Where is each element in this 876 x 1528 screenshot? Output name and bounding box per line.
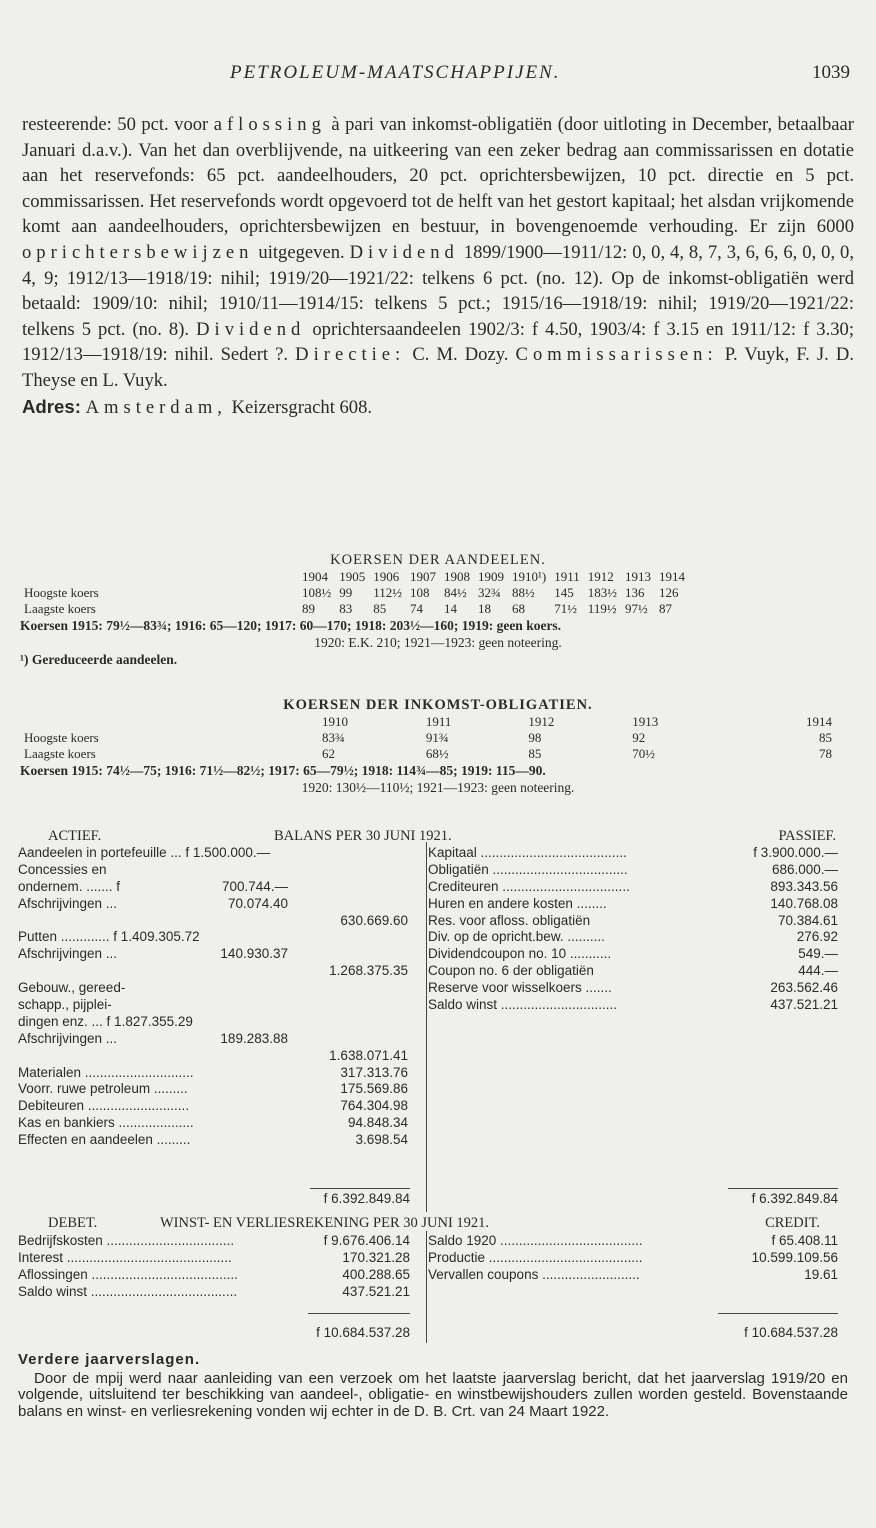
debet-total: f 10.684.537.28 — [316, 1325, 410, 1340]
price-cell: 88½ — [512, 585, 535, 600]
pl-title: WINST- EN VERLIESREKENING PER 30 JUNI 1921. — [160, 1215, 490, 1231]
share-prices-section — [20, 552, 856, 668]
section-title: KOERSEN DER INKOMST-OBLIGATIEN. — [283, 697, 593, 713]
amount: 70.384.61 — [777, 912, 838, 928]
item-label: Saldo 1920 ...................................... — [428, 1233, 643, 1248]
item-label: Afschrijvingen ... — [18, 895, 118, 911]
item-label: Effecten en aandeelen ......... — [18, 1132, 191, 1148]
table-row — [18, 1250, 410, 1267]
directie-label: Directie: — [295, 344, 406, 366]
profit-loss-account — [18, 1215, 858, 1345]
item-label: Materialen ............................. — [18, 1064, 194, 1080]
note-text: Door de mpij werd naar aanleiding van een verzoek om het laatste jaarverslag bericht, dat het jaarverslag 1919/20 en volgende, uitsluitend ter beschikking van aandeel-, obligatie- en winstbewijshouders zullen worden gesteld. Bovenstaande balans en winst- en verliesrekening vonden wij echter in de D. B. Crt. van 24 Maart 1922. — [18, 1369, 848, 1420]
amount: 170.321.28 — [342, 1249, 410, 1265]
price-cell: 87 — [659, 601, 673, 616]
amount: 140.768.08 — [770, 895, 838, 911]
table-row — [428, 929, 838, 946]
table-row — [428, 997, 838, 1014]
item-label: dingen enz. ... f 1.827.355.29 — [18, 1013, 193, 1029]
amount: 19.61 — [804, 1266, 838, 1282]
price-cell: 126 — [659, 585, 679, 600]
table-row — [18, 1031, 408, 1048]
price-cell: 97½ — [625, 601, 648, 616]
total-rule — [308, 1313, 410, 1314]
row-label: Laagste koers — [24, 746, 96, 761]
row-label: Hoogste koers — [24, 585, 99, 600]
row-label: Hoogste koers — [24, 730, 99, 745]
amount: 549.— — [798, 946, 838, 962]
price-cell: 136 — [625, 585, 645, 600]
note-heading: Verdere jaarverslagen. — [18, 1351, 201, 1368]
price-cell: 71½ — [554, 601, 578, 616]
credit-total: f 10.684.537.28 — [744, 1325, 838, 1340]
sub-amount: 140.930.37 — [220, 946, 288, 962]
amount: 400.288.65 — [342, 1266, 410, 1282]
bond-price-table — [20, 714, 836, 762]
table-row — [18, 997, 408, 1014]
amount: 175.569.86 — [340, 1081, 408, 1097]
company-text — [22, 112, 854, 420]
koersen-line: Koersen 1915: 79½—83¾; 1916: 65—120; 1917: 60—170; 1918: 203½—160; 1919: geen koers. — [20, 618, 562, 633]
table-row — [20, 585, 689, 601]
item-label: Debiteuren ........................... — [18, 1098, 190, 1114]
item-label: Bedrijfskosten .................................. — [18, 1233, 235, 1248]
total-rule — [728, 1188, 838, 1189]
year-cell: 1911 — [554, 569, 580, 584]
item-label: Reserve voor wisselkoers ....... — [428, 980, 612, 996]
amount: 1.638.071.41 — [329, 1047, 408, 1063]
item-label: Saldo winst ....................................... — [18, 1283, 238, 1299]
year-cell: 1910¹) — [512, 569, 547, 584]
table-row — [18, 1284, 410, 1301]
amount: 444.— — [798, 963, 838, 979]
amount: 893.343.56 — [770, 878, 838, 894]
item-label: Productie ......................................... — [428, 1249, 643, 1265]
table-row — [428, 1267, 838, 1284]
price-cell: 89 — [302, 601, 315, 616]
total-rule — [310, 1188, 410, 1189]
price-cell: 84½ — [444, 585, 467, 600]
price-cell: 108½ — [302, 585, 332, 600]
table-row — [18, 1014, 408, 1031]
table-row — [428, 1250, 838, 1267]
year-cell: 1914 — [806, 714, 832, 729]
year-cell: 1905 — [339, 569, 366, 584]
item-label: Div. op de opricht.bew. .......... — [428, 929, 605, 945]
passief-label: PASSIEF. — [778, 828, 836, 844]
item-label: ondernem. ....... f — [18, 878, 121, 894]
amount: 263.562.46 — [770, 980, 838, 996]
amount: 276.92 — [796, 929, 838, 945]
price-cell: 85 — [528, 746, 542, 761]
adres-city: Amsterdam, — [85, 396, 227, 418]
item-label: Res. voor afloss. obligatiën — [428, 912, 591, 928]
share-price-table — [20, 569, 689, 617]
spaced-term: oprichtersbewijzen — [22, 241, 254, 263]
balance-sheet — [18, 828, 858, 1208]
sub-amount: 700.744.— — [221, 878, 288, 894]
item-label: Saldo winst ............................... — [428, 997, 618, 1013]
price-cell: 119½ — [587, 601, 617, 616]
year-cell: 1906 — [373, 569, 400, 584]
dividend-text: oprichtersaandeelen 1902/3: f 4.50, 1903/4: f 3.15 en 1911/12: f 3.30; 1912/13—1918/19: nihil. Sedert ?. — [22, 318, 855, 366]
commissarissen-label: Commissarissen: — [515, 344, 718, 366]
table-row — [428, 845, 838, 862]
price-cell: 92 — [632, 730, 646, 745]
table-row — [18, 1132, 408, 1149]
text-run: à pari van inkomst-obligatiën (door uitloting in December, betaalbaar Januari d.a.v.). Van het dan overblijvende, na uitkeering van een zeker bedrag aan commissarissen en dotatie aan het reservefonds: 65 pct. aandeelhouders, 20 pct. oprichtersbewijzen, 10 pct. directie en 5 pct. commissarissen. Het reservefonds wordt opgevoerd tot de helft van het gestort kapitaal; het alsdan vrijkomende komt aan aandeelhouders, oprichtersbewijzen en bestuur, in bovengenoemde verhouding. Er zijn 6000 — [22, 114, 854, 238]
price-cell: 112½ — [373, 585, 403, 600]
text-paragraph — [22, 112, 854, 394]
debet-column — [18, 1233, 410, 1301]
item-label: Coupon no. 6 der obligatiën — [428, 963, 594, 979]
item-label: Putten ............. f 1.409.305.72 — [18, 929, 200, 945]
amount: f 65.408.11 — [771, 1233, 838, 1248]
price-cell: 70½ — [632, 746, 655, 761]
total-rule — [718, 1313, 838, 1314]
balance-title: BALANS PER 30 JUNI 1921. — [274, 828, 452, 844]
commissarissen-value: P. Vuyk, F. J. D. Theyse en L. Vuyk. — [22, 344, 854, 391]
pl-header — [18, 1215, 858, 1232]
year-cell: 1911 — [425, 714, 452, 729]
table-row — [428, 963, 838, 980]
table-row — [18, 845, 408, 862]
address-line — [22, 394, 854, 421]
adres-label: Adres: — [22, 395, 81, 417]
table-row — [18, 1115, 408, 1132]
year-row — [20, 569, 689, 585]
year-cell: 1907 — [410, 569, 437, 584]
column-divider — [426, 1231, 427, 1343]
item-label: Aflossingen ....................................... — [18, 1266, 238, 1282]
row-label: Laagste koers — [24, 601, 96, 616]
koersen-line: Koersen 1915: 74½—75; 1916: 71½—82½; 1917: 65—79½; 1918: 114¾—85; 1919: 115—90. — [20, 763, 546, 778]
table-row — [18, 1098, 408, 1115]
year-cell: 1913 — [625, 569, 652, 584]
noteering-line: 1920: 130½—110½; 1921—1923: geen noteering. — [301, 780, 575, 795]
price-cell: 108 — [410, 585, 430, 600]
year-cell: 1909 — [478, 569, 505, 584]
item-label: Huren en andere kosten ........ — [428, 895, 607, 911]
section-title: KOERSEN DER AANDEELEN. — [330, 552, 546, 568]
credit-column — [428, 1233, 838, 1284]
year-row — [20, 714, 836, 730]
amount: 630.669.60 — [340, 912, 408, 928]
price-cell: 68 — [512, 601, 526, 616]
table-row — [20, 730, 836, 746]
text-run: uitgegeven. — [258, 241, 345, 263]
item-label: Voorr. ruwe petroleum ......... — [18, 1081, 188, 1097]
item-label: Concessies en — [18, 861, 107, 877]
spaced-term: Dividend — [349, 241, 459, 263]
price-cell: 62 — [322, 746, 335, 761]
table-row — [18, 1081, 408, 1098]
actief-label: ACTIEF. — [48, 828, 102, 844]
price-cell: 83¾ — [322, 730, 345, 745]
table-row — [18, 963, 408, 980]
amount: f 9.676.406.14 — [323, 1233, 410, 1248]
actief-total: f 6.392.849.84 — [323, 1191, 410, 1206]
price-cell: 99 — [339, 585, 353, 600]
price-cell: 18 — [478, 601, 492, 616]
amount: f 3.900.000.— — [753, 845, 838, 860]
balance-header — [18, 828, 858, 845]
price-cell: 183½ — [587, 585, 618, 600]
sub-amount: 70.074.40 — [227, 895, 288, 911]
item-label: Gebouw., gereed- — [18, 980, 126, 996]
item-label: Dividendcoupon no. 10 ........... — [428, 946, 612, 962]
column-divider — [426, 842, 427, 1212]
table-row — [428, 1233, 838, 1250]
footnote: ¹) Gereduceerde aandeelen. — [20, 652, 178, 667]
price-cell: 83 — [339, 601, 353, 616]
actief-column — [18, 845, 408, 1149]
price-cell: 68½ — [425, 746, 449, 761]
price-cell: 91¾ — [425, 730, 449, 745]
year-cell: 1908 — [444, 569, 471, 584]
bond-prices-section — [20, 697, 856, 796]
item-label: Vervallen coupons .......................... — [428, 1266, 640, 1282]
amount: 437.521.21 — [342, 1283, 410, 1299]
table-row — [18, 980, 408, 997]
amount: 1.268.375.35 — [329, 963, 408, 979]
price-cell: 14 — [444, 601, 458, 616]
debet-label: DEBET. — [48, 1215, 98, 1231]
table-row — [18, 1267, 410, 1284]
year-cell: 1913 — [632, 714, 659, 729]
credit-label: CREDIT. — [765, 1215, 820, 1231]
adres-street: Keizersgracht 608. — [231, 396, 373, 418]
item-label: Kas en bankiers .................... — [18, 1115, 194, 1131]
item-label: Crediteuren .................................. — [428, 878, 630, 894]
table-row — [18, 862, 408, 879]
table-row — [428, 896, 838, 913]
amount: 764.304.98 — [340, 1098, 408, 1114]
amount: 10.599.109.56 — [751, 1249, 838, 1265]
price-cell: 145 — [554, 585, 574, 600]
year-cell: 1914 — [659, 569, 686, 584]
page-number: 1039 — [812, 62, 850, 83]
amount: 317.313.76 — [340, 1064, 408, 1080]
page-header — [0, 62, 876, 86]
item-label: schapp., pijplei- — [18, 997, 112, 1013]
item-label: Obligatiën .................................... — [428, 861, 628, 877]
table-row — [20, 601, 689, 617]
table-row — [18, 879, 408, 896]
passief-total: f 6.392.849.84 — [751, 1191, 838, 1206]
sub-amount: 189.283.88 — [220, 1030, 288, 1046]
spaced-term: Dividend — [196, 318, 306, 340]
price-cell: 98 — [528, 730, 542, 745]
year-cell: 1904 — [302, 569, 328, 584]
item-label: Interest ............................................ — [18, 1249, 232, 1265]
table-row — [18, 946, 408, 963]
table-row — [428, 980, 838, 997]
year-cell: 1910 — [322, 714, 348, 729]
price-cell: 32¾ — [478, 585, 501, 600]
item-label: Aandeelen in portefeuille ... f 1.500.000.— — [18, 845, 271, 860]
table-row — [428, 946, 838, 963]
table-row — [428, 879, 838, 896]
passief-column — [428, 845, 838, 1014]
running-title: PETROLEUM-MAATSCHAPPIJEN. — [230, 62, 561, 83]
directie-value: C. M. Dozy. — [412, 344, 509, 366]
table-row — [18, 1233, 410, 1250]
amount: 686.000.— — [771, 861, 838, 877]
table-row — [428, 862, 838, 879]
item-label: Kapitaal ....................................... — [428, 845, 627, 860]
table-row — [428, 913, 838, 930]
table-row — [18, 929, 408, 946]
amount: 94.848.34 — [347, 1115, 408, 1131]
text-run: resteerende: 50 pct. voor — [22, 114, 209, 135]
year-cell: 1912 — [528, 714, 555, 729]
price-cell: 85 — [819, 730, 832, 745]
table-row — [18, 1065, 408, 1082]
table-row — [18, 913, 408, 930]
item-label: Afschrijvingen ... — [18, 1030, 118, 1046]
price-cell: 74 — [410, 601, 424, 616]
annual-report-note — [18, 1352, 848, 1420]
spaced-term: aflossing — [213, 114, 326, 135]
dividend-text: 1899/1900—1911/12: 0, 0, 4, 8, 7, 3, 6, 6, 6, 0, 0, 0, 4, 9; 1912/13—1918/19: nihil; 1919/20—1921/22: telkens 6 pct. (no. 12). Op de inkomst-obligatiën werd betaald: 1909/10: nihil; 1910/11—1914/15: telkens 5 pct.; 1915/16—1918/19: nihil; 1919/20—1921/22: telkens 5 pct. (no. 8). — [22, 241, 854, 340]
price-cell: 78 — [819, 746, 832, 761]
noteering-line: 1920: E.K. 210; 1921—1923: geen noteering. — [314, 635, 562, 650]
table-row — [18, 1048, 408, 1065]
amount: 3.698.54 — [355, 1132, 408, 1148]
amount: 437.521.21 — [770, 997, 838, 1013]
table-row — [20, 746, 836, 762]
item-label: Afschrijvingen ... — [18, 946, 118, 962]
year-cell: 1912 — [587, 569, 614, 584]
table-row — [18, 896, 408, 913]
price-cell: 85 — [373, 601, 387, 616]
